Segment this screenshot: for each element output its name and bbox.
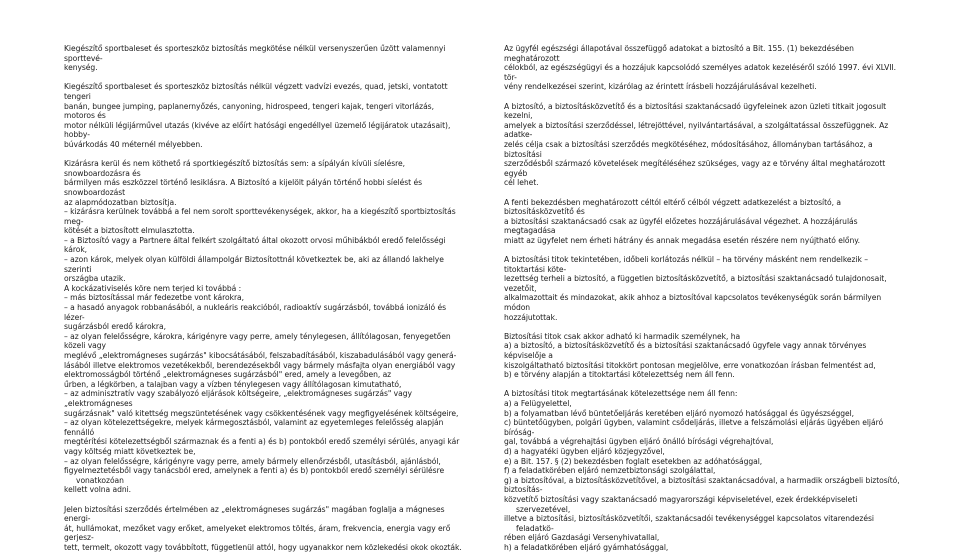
left-text-line: A kockázativiselés köre nem terjed ki továbbá : [64, 283, 242, 293]
left-text-line: Kiegészítő sportbaleset és sporteszköz biztosítás megkötése nélkül versenyszerűen űzött valamennyi sporttevé- [64, 44, 446, 63]
left-text-line: tett, termelt, okozott vagy továbbított, függetlenül attól, hogy ugyanakkor nem közlekedési okok okozták. [64, 542, 462, 552]
right-text-line: b) e törvény alapján a titoktartási kötelezettség nem áll fenn. [504, 370, 735, 380]
right-text-line: közvetítő biztosítási vagy szaktanácsadó magyarországi képviseletével, ezek érdekképviseleti szervezetével, [504, 494, 858, 514]
right-text-line: a) a Felügyelettel, [504, 398, 572, 408]
right-text-line: kiszolgáltatható biztosítási titokkört pontosan megjelölve, erre vonatkozóan írásban felmentést ad, [504, 360, 876, 370]
right-text-line: A fenti bekezdésben meghatározott céltól eltérő célból végzett adatkezelést a biztosító, a biztosításközvetítő és [504, 197, 841, 217]
left-text-column [64, 44, 466, 552]
right-text-line: miatt az ügyfelet nem érheti hátrány és annak megadása esetén részére nem nyújtható előny. [504, 235, 860, 245]
left-text-line: – azon károk, melyek olyan külföldi állampolgár Biztosítottnál következtek be, aki az állandó lakhelye szerinti [64, 255, 444, 274]
paragraph-gap [504, 188, 908, 198]
left-text-line: búvárkodás 40 méternél mélyebben. [64, 139, 203, 149]
right-text-line: Az ügyfél egészségi állapotával összefüggő adatokat a biztosító a Bit. 155. (1) bekezdésében meghatározott [504, 44, 854, 63]
right-text-line: lezettség terheli a biztosító, a független biztosításközvetítő, a biztosítási szaktanácsadó tulajdonosait, vezetőit, [504, 274, 887, 293]
right-text-line: A biztosító, a biztosításközvetítő és a biztosítási szaktanácsadó ügyfeleinek azon üzleti titkait jogosult kezelni, [504, 101, 887, 121]
right-text-line: d) a hagyatéki ügyben eljáró közjegyzővel, [504, 446, 665, 456]
left-text-line: vagy költség miatt következtek be, [64, 446, 196, 456]
left-text-line: sugárzásnak" való kitettség megszüntetésének vagy csökkentésének vagy megfigyelésének költségeire, [64, 408, 459, 418]
left-text-line: – az olyan kötelezettségekre, melyek kármegosztásból, valamint az egyetemleges felelősség alapján fennálló [64, 418, 444, 437]
right-text-line: alkalmazottait és mindazokat, akik ahhoz a biztosítóval kapcsolatos tevékenységük során bármilyen módon [504, 293, 882, 313]
right-text-line: a) a biztosító, a biztosításközvetítő és a biztosítási szaktanácsadó ügyfele vagy annak törvényes képviselője a [504, 341, 867, 360]
left-text-line: motor nélküli légijárművel utazás (kivéve az előírt hatósági engedéllyel üzemelő légijáratok utazásait), hobby- [64, 120, 451, 140]
left-text-line: országba utazik. [64, 274, 126, 284]
left-text-line: bármilyen más eszközzel történő lesiklásra. A Biztosító a kijelölt pályán történő hobbi síelést és snowboardozást [64, 178, 422, 197]
left-text-line: – más biztosítással már fedezetbe vont károkra, [64, 293, 245, 303]
left-text-line: kenység. [64, 63, 98, 73]
right-text-line: amelyek a biztosítási szerződéssel, létrejöttével, nyilvántartásával, a szolgáltatással összefüggnek. Az adatke- [504, 120, 889, 140]
left-text-line: megtérítési kötelezettségből származnak és a fenti a) és b) pontokból eredő személyi sérülés, anyagi kár [64, 437, 460, 447]
right-text-line: illetve a biztosítási, biztosításközvetítői, szaktanácsadói tevékenységgel kapcsolatos vitarendezési feladatkö- [504, 514, 874, 533]
paragraph-gap [64, 150, 466, 160]
left-text-line: kötését a biztosított elmulasztotta. [64, 226, 195, 236]
right-text-line: e) a Bit. 157. § (2) bekezdésben foglalt esetekben az adóhatósággal, [504, 456, 763, 466]
left-text-line: lásából illetve elektromos vezetékekből, berendezésekből vagy bármely másfajta olyan energiából vagy [64, 360, 456, 370]
right-text-line: b) a folyamatban lévő büntetőeljárás keretében eljáró nyomozó hatósággal és ügyészséggel, [504, 408, 855, 418]
right-text-line: f) a feladatkörében eljáró nemzetbiztonsági szolgálattal, [504, 466, 716, 476]
left-text-line: Kizárásra kerül és nem köthető rá sportkiegészítő biztosítás sem: a sípályán kívüli síelésre, snowboardozásra és [64, 159, 405, 178]
left-text-line: – a Biztosító vagy a Partnere által felkért szolgáltató által okozott orvosi műhibákból eredő felelősségi károk, [64, 235, 446, 255]
right-text-line: hozzájutottak. [504, 312, 558, 322]
left-text-line: – az adminisztratív vagy szabályozó eljárások költségeire, „elektromágneses sugárzás" vagy „elektromágneses [64, 389, 412, 408]
right-text-line: célokból, az egészségügyi és a hozzájuk kapcsolódó személyes adatok kezeléséről szóló 1997. évi XLVII. tör- [504, 63, 896, 82]
right-text-line: cél lehet. [504, 178, 539, 188]
paragraph-gap [64, 495, 466, 505]
left-text-line: kellett volna adni. [64, 485, 132, 495]
right-text-line: A biztosítási titok tekintetében, időbeli korlátozás nélkül – ha törvény másként nem rendelkezik – titoktartási köte- [504, 255, 869, 274]
left-text-line: – az olyan felelősségre, kárigényre vagy perre, amely bármely ellenőrzésből, utasításból, ajánlásból, [64, 456, 441, 466]
left-text-line: sugárzásból eredő károkra, [64, 322, 166, 332]
right-text-line: vény rendelkezései szerint, kizárólag az érintett írásbeli hozzájárulásával kezelheti. [504, 82, 817, 92]
left-text-line: meglévő „elektromágneses sugárzás" kibocsátásából, felszabadításából, kiszabadulásából vagy generá- [64, 351, 457, 360]
right-text-line: rében eljáró Gazdasági Versenyhivatallal, [504, 533, 660, 543]
right-text-line: gal, továbbá a végrehajtási ügyben eljáró önálló bírósági végrehajtóval, [504, 437, 774, 447]
left-text-line: – az olyan felelősségre, károkra, kárigényre vagy perre, amely ténylegesen, állítólagosan, fenyegetően közeli vagy [64, 331, 451, 351]
left-text-line: figyelmeztetésből vagy tanácsból ered, amelynek a fenti a) és b) pontokból eredő személyi sérülésre vonatkozóan [64, 466, 445, 485]
paragraph-gap [64, 73, 466, 83]
paragraph-gap [504, 92, 908, 102]
left-text-line: az alapmódozatban biztosítja. [64, 197, 177, 207]
right-text-line: szerződésből származó követelések megítéléséhez szükséges, vagy az e törvény által meghatározott egyéb [504, 159, 886, 178]
left-text-line: banán, bungee jumping, paplanernyőzés, canyoning, hidrospeed, tengeri kajak, tengeri vitorlázás, motoros és [64, 101, 434, 121]
left-text-line: – a hasadó anyagok robbanásából, a nukleáris reakcióból, radioaktív sugárzásból, továbbá ionizáló és lézer- [64, 303, 446, 322]
right-text-line: A biztosítási titok megtartásának kötelezettsége nem áll fenn: [504, 389, 738, 399]
left-text-line: űrben, a légkörben, a talajban vagy a vízben ténylegesen vagy állítólagosan kimutatható, [64, 379, 402, 389]
left-text-line: – kizárásra kerülnek továbbá a fel nem sorolt sporttevékenységek, akkor, ha a kiegészítő sportbiztosítás meg- [64, 207, 456, 226]
left-text-line: Jelen biztosítási szerződés értelmében az „elektromágneses sugárzás" magában foglalja a mágneses energi- [64, 504, 445, 524]
right-text-line: c) büntetőügyben, polgári ügyben, valamint csődeljárás, illetve a felszámolási eljárás ügyében eljáró bíróság- [504, 418, 884, 437]
left-text-line: át, hullámokat, mezőket vagy erőket, amelyeket elektromos töltés, áram, frekvencia, energia vagy erő gerjesz- [64, 523, 451, 543]
paragraph-gap [504, 322, 908, 332]
right-text-line: h) a feladatkörében eljáró gyámhatósággal, [504, 542, 669, 552]
left-text-line: Kiegészítő sportbaleset és sporteszköz biztosítás nélkül végzett vadvízi evezés, quad, jetski, vontatott tengeri [64, 82, 448, 101]
paragraph-gap [504, 380, 908, 390]
right-text-line: Biztosítási titok csak akkor adható ki harmadik személynek, ha [504, 331, 741, 341]
right-text-line: g) a biztosítóval, a biztosításközvetítővel, a biztosítási szaktanácsadóval, a harmadik országbeli biztosító, biztosítás- [504, 475, 900, 495]
right-text-line: a biztosítási szaktanácsadó csak az ügyfél előzetes hozzájárulásával végezhet. A hozzájárulás megtagadása [504, 216, 858, 236]
right-text-line: zelés célja csak a biztosítási szerződés megkötéséhez, módosításához, állományban tartásához, a biztosítási [504, 139, 873, 159]
right-text-column [504, 44, 908, 552]
paragraph-gap [504, 245, 908, 255]
left-text-line: elektromosságból történő „elektromágneses sugárzásból" ered, amely a levegőben, az [64, 370, 392, 380]
